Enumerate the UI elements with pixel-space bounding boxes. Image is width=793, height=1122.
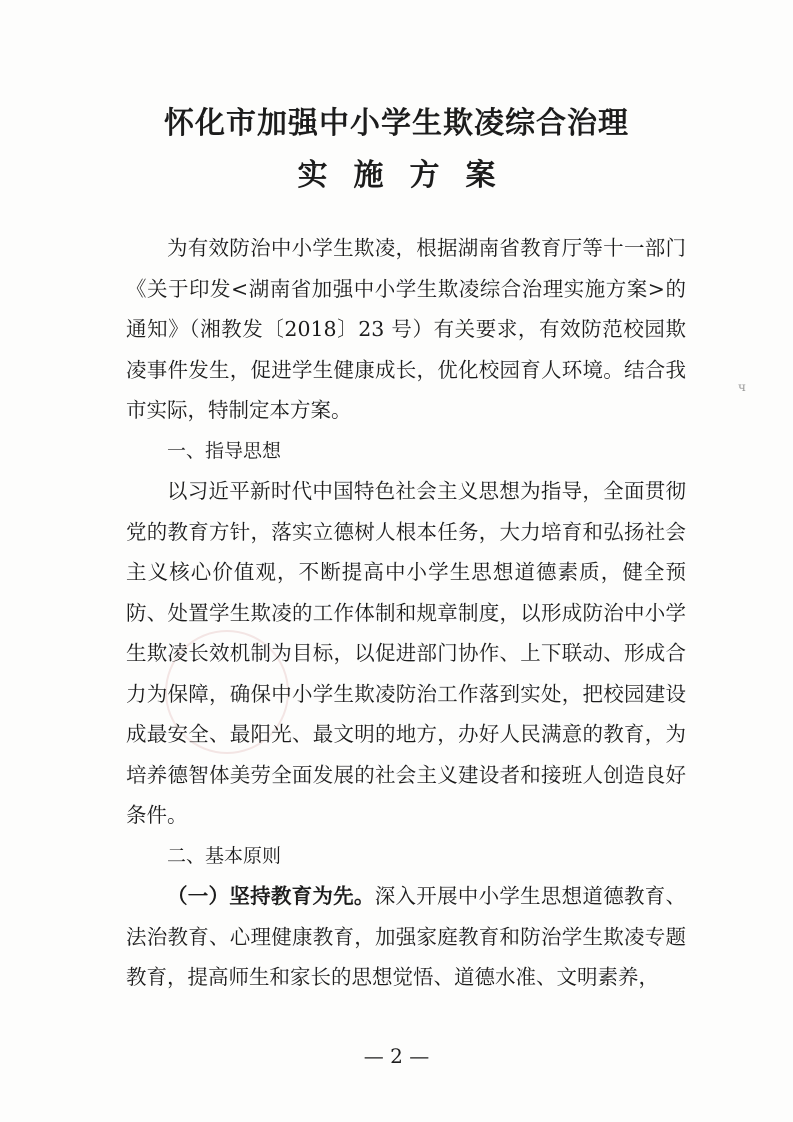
intro-paragraph: 为有效防治中小学生欺凌，根据湖南省教育厅等十一部门《关于印发<湖南省加强中小学生欺凌综合治理实施方案>的通知》（湘教发〔2018〕23 号）有关要求，有效防范校园欺凌事件发生，促进学生健康成长，优化校园育人环境。结合我市实际，特制定本方案。 (126, 236, 686, 422)
document-title: 怀化市加强中小学生欺凌综合治理 (164, 106, 629, 141)
document-body (126, 228, 686, 998)
section-heading-basic-principles: 二、基本原则 (167, 844, 282, 867)
guiding-ideology-paragraph: 以习近平新时代中国特色社会主义思想为指导，全面贯彻党的教育方针，落实立德树人根本任务，大力培育和弘扬社会主义核心价值观，不断提高中小学生思想道德素质，健全预防、处置学生欺凌的工作体制和规章制度，以形成防治中小学生欺凌长效机制为目标，以促进部门协作、上下联动、形成合力为保障，确保中小学生欺凌防治工作落到实处，把校园建设成最安全、最阳光、最文明的地方，办好人民满意的教育，为培养德智体美劳全面发展的社会主义建设者和接班人创造良好条件。 (126, 479, 686, 827)
principle-1-paragraph (126, 876, 686, 998)
scan-mark: ч (738, 380, 746, 394)
section-heading-guiding-ideology: 一、指导思想 (167, 439, 282, 462)
principle-1-text: 深入开展中小学生思想道德教育、法治教育、心理健康教育，加强家庭教育和防治学生欺凌专题教育，提高师生和家长的思想觉悟、道德水准、文明素养， (126, 884, 687, 989)
page-number: — 2 — (363, 1044, 430, 1068)
document-subtitle: 实施方案 (297, 158, 522, 193)
principle-1-lead: （一）坚持教育为先。 (167, 884, 375, 908)
